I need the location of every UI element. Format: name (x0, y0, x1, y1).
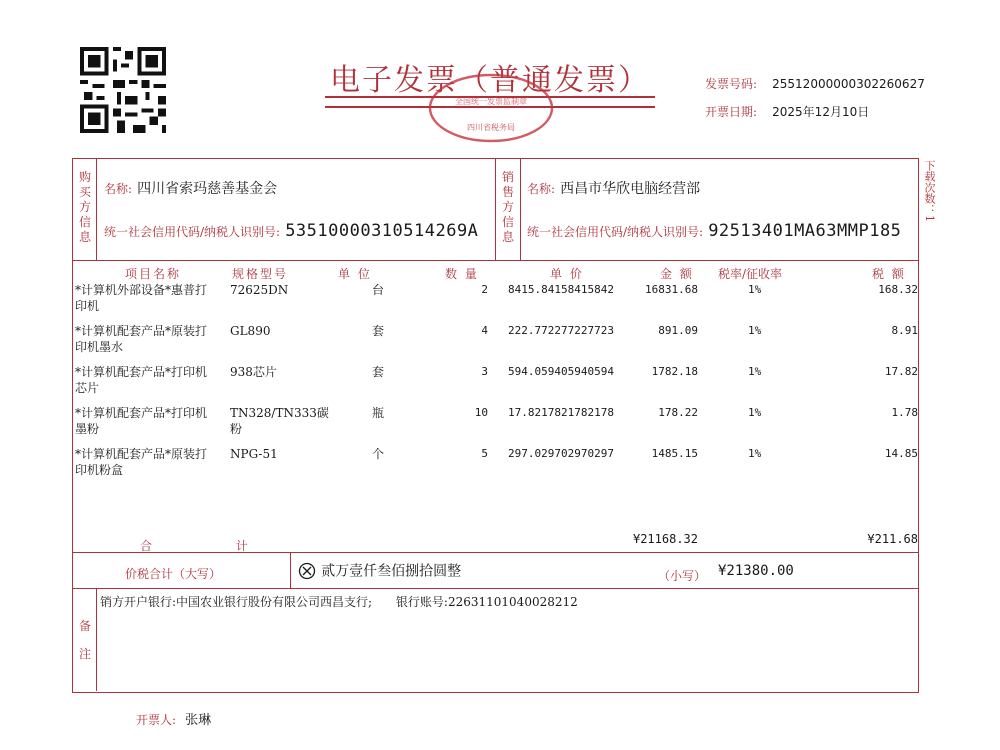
issuer-label: 开票人: (136, 713, 177, 727)
buyer-name-row (104, 178, 277, 198)
divider-grand-label (290, 552, 291, 588)
item-unit: 台 (372, 283, 385, 297)
download-count-note: 下载次数：1 (923, 160, 936, 222)
grand-total-small-label: （小写） (658, 569, 707, 583)
seller-bank-line: 销方开户银行:中国农业银行股份有限公司西昌支行; (100, 595, 373, 609)
item-unit-price: 297.029702970297 (508, 447, 614, 460)
buyer-label-char: 方 (78, 200, 91, 214)
buyer-tax-id: 535100003105142​69A (285, 221, 479, 241)
item-amount: 178.22 (658, 406, 698, 419)
item-name-line1: *计算机外部设备*惠普打 (75, 283, 208, 297)
item-unit: 套 (372, 365, 385, 379)
item-unit-price: 8415.84158415842 (508, 283, 614, 296)
item-tax-amount: 17.82 (884, 365, 918, 378)
item-spec-line2: 粉 (230, 422, 243, 436)
grand-total-words: 贰万壹仟叁佰捌拾圆整 (321, 563, 462, 580)
seller-account-line: 银行账号:22631101040028212 (395, 595, 578, 609)
item-amount: 1485.15 (651, 447, 698, 460)
item-amount: 891.09 (658, 324, 698, 337)
seller-label-char: 信 (501, 215, 514, 229)
item-qty: 3 (481, 365, 488, 378)
divider-seller-label (520, 158, 521, 260)
item-qty: 4 (481, 324, 488, 337)
seller-id-row (527, 221, 901, 241)
item-name-line1: *计算机配套产品*打印机 (75, 406, 208, 420)
column-header-qty: 数 量 (445, 267, 479, 281)
divider-parties (72, 260, 919, 261)
item-amount: 16831.68 (645, 283, 698, 296)
invoice-date-row (705, 101, 869, 120)
item-tax-rate: 1% (748, 365, 762, 378)
item-tax-amount: 168.32 (878, 283, 918, 296)
item-tax-rate: 1% (748, 324, 762, 337)
buyer-id-label: 统一社会信用代码/纳税人识别号: (104, 225, 281, 239)
invoice-number-label: 发票号码: (705, 77, 758, 91)
item-amount: 1782.18 (651, 365, 698, 378)
divider-buyer-label (96, 158, 97, 260)
buyer-id-row (104, 221, 478, 241)
invoice-date-label: 开票日期: (705, 105, 758, 119)
tax-stamp-seal (427, 72, 555, 144)
item-qty: 2 (481, 283, 488, 296)
column-header-tax: 税 额 (872, 267, 906, 281)
buyer-label-char: 买 (78, 185, 91, 199)
column-header-unit: 单 位 (338, 267, 372, 281)
item-spec: 938芯片 (230, 365, 277, 379)
seller-label-char: 息 (501, 230, 514, 244)
divider-remarks-label (96, 588, 97, 691)
divider-party-middle (495, 158, 496, 260)
column-header-price: 单 价 (550, 267, 584, 281)
item-name-line2: 印机 (75, 299, 100, 313)
item-spec: TN328/TN333碳 (230, 406, 329, 420)
seller-section-label (500, 170, 516, 245)
item-qty: 5 (481, 447, 488, 460)
item-name-line2: 芯片 (75, 381, 100, 395)
buyer-label-char: 信 (78, 215, 91, 229)
item-name-line2: 印机墨水 (75, 340, 124, 354)
item-unit-price: 17.8217821782178 (508, 406, 614, 419)
item-tax-amount: 14.85 (884, 447, 918, 460)
item-name-line1: *计算机配套产品*打印机 (75, 365, 208, 379)
seller-label-char: 售 (501, 185, 514, 199)
divider-remarks (72, 588, 919, 589)
item-unit: 套 (372, 324, 385, 338)
seller-label-char: 方 (501, 200, 514, 214)
remarks-section-label (77, 612, 93, 668)
item-name-line1: *计算机配套产品*原装打 (75, 447, 208, 461)
item-unit: 个 (372, 447, 385, 461)
seller-name: 西昌市华欣电脑经营部 (560, 181, 701, 197)
seller-id-label: 统一社会信用代码/纳税人识别号: (527, 225, 704, 239)
seller-tax-id: 92513401MA63MMP185 (708, 221, 902, 241)
seller-name-label: 名称: (527, 182, 556, 196)
column-header-rate: 税率/征收率 (718, 267, 783, 281)
remarks-label-char: 注 (78, 647, 91, 661)
item-name-line2: 墨粉 (75, 422, 100, 436)
remarks-label-char: 备 (78, 619, 91, 633)
issuer-name: 张琳 (185, 713, 212, 728)
item-unit-price: 222.772277227723 (508, 324, 614, 337)
item-tax-amount: 8.91 (891, 324, 918, 337)
column-header-spec: 规格型号 (232, 267, 289, 281)
column-header-item: 项目名称 (125, 267, 182, 281)
invoice-number-row (705, 73, 925, 92)
item-unit-price: 594.059405940594 (508, 365, 614, 378)
qr-code (80, 47, 166, 133)
seller-label-char: 销 (501, 170, 514, 184)
item-spec: 72625DN (230, 283, 289, 297)
buyer-label-char: 购 (78, 170, 91, 184)
invoice-number: 25512000000302260627 (772, 77, 925, 91)
item-name-line1: *计算机配套产品*原装打 (75, 324, 208, 338)
total-label: 合 计 (140, 539, 288, 553)
buyer-section-label (77, 170, 93, 245)
item-unit: 瓶 (372, 406, 385, 420)
column-header-amount: 金 额 (660, 267, 694, 281)
item-qty: 10 (474, 406, 488, 419)
grand-total-words-row (298, 560, 461, 581)
item-spec: NPG-51 (230, 447, 278, 461)
grand-total-small-value: ¥21380.00 (718, 563, 794, 579)
issuer-row (136, 709, 211, 728)
buyer-name: 四川省索玛慈善基金会 (137, 181, 278, 197)
item-tax-rate: 1% (748, 283, 762, 296)
remarks-content (100, 593, 578, 610)
item-tax-rate: 1% (748, 406, 762, 419)
item-tax-rate: 1% (748, 447, 762, 460)
buyer-name-label: 名称: (104, 182, 133, 196)
total-amount: ¥21168.32 (632, 532, 698, 546)
seller-name-row (527, 178, 700, 198)
item-spec: GL890 (230, 324, 271, 338)
invoice-date: 2025年12月10日 (772, 105, 870, 119)
buyer-label-char: 息 (78, 230, 91, 244)
close-circle-icon (298, 562, 316, 580)
stamp-text-bottom: 四川省税务局 (467, 123, 515, 132)
stamp-text-top: 全国统一发票监制章 (455, 97, 527, 106)
invoice-title: 电子发票（普通发票） (330, 63, 650, 98)
total-tax: ¥211.68 (867, 532, 918, 546)
grand-total-label: 价税合计（大写） (125, 567, 222, 581)
item-name-line2: 印机粉盒 (75, 463, 124, 477)
item-tax-amount: 1.78 (891, 406, 918, 419)
